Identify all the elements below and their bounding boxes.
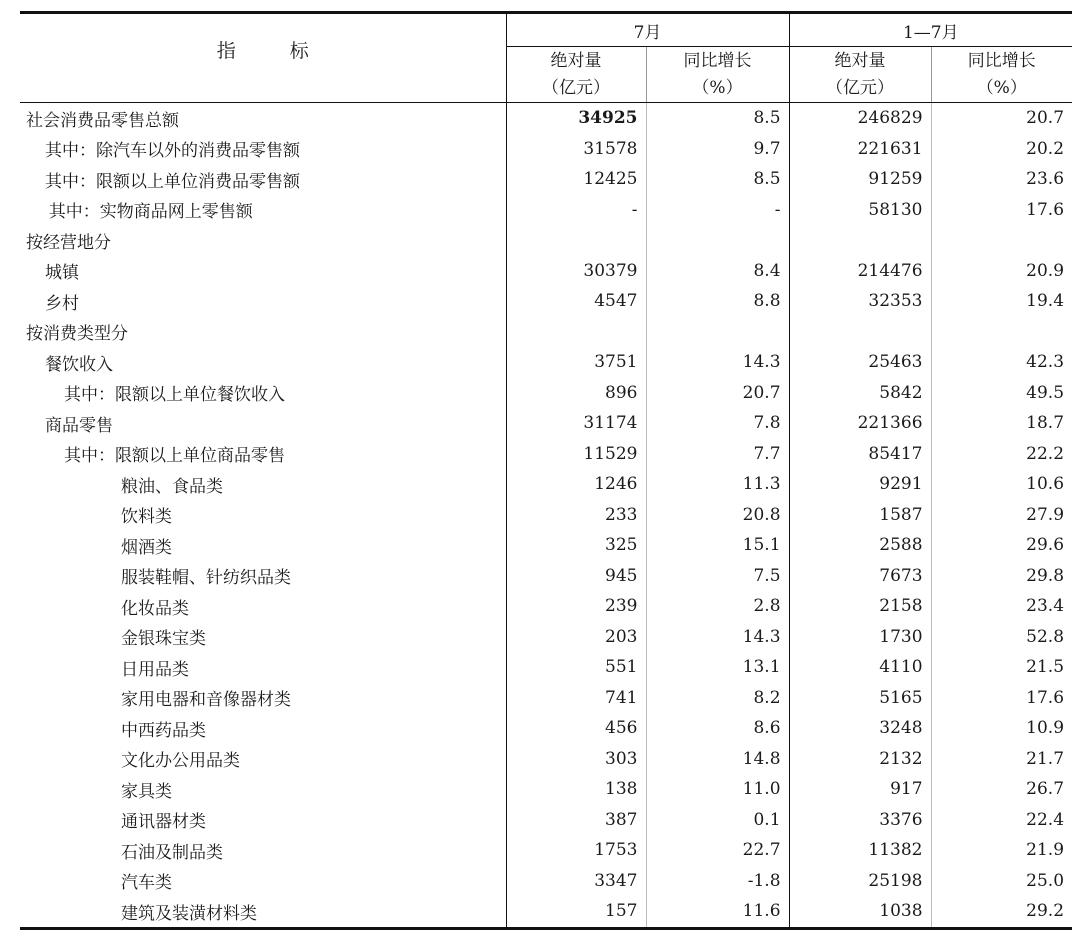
ytd-abs-value <box>789 317 931 348</box>
month-yoy-value: 11.6 <box>646 896 789 928</box>
retail-sales-table <box>20 11 1072 930</box>
month-abs-header: 绝对量 （亿元） <box>506 47 646 103</box>
month-yoy-value: 0.1 <box>646 805 789 836</box>
ytd-abs-value: 5842 <box>789 378 931 409</box>
ytd-yoy-value: 21.7 <box>931 744 1072 775</box>
month-abs-value <box>506 225 646 256</box>
ytd-yoy-value: 19.4 <box>931 286 1072 317</box>
month-yoy-value: 8.8 <box>646 286 789 317</box>
month-abs-value: 233 <box>506 500 646 531</box>
month-abs-value: 325 <box>506 530 646 561</box>
row-label: 其中：限额以上单位商品零售 <box>64 446 285 467</box>
row-label: 粮油、食品类 <box>121 476 223 497</box>
table-row <box>20 347 1072 378</box>
table-row <box>20 561 1072 592</box>
ytd-abs-value: 5165 <box>789 683 931 714</box>
ytd-yoy-value: 29.8 <box>931 561 1072 592</box>
row-label: 其中：限额以上单位餐饮收入 <box>64 385 285 406</box>
ytd-yoy-value: 21.5 <box>931 652 1072 683</box>
month-abs-value: 31174 <box>506 408 646 439</box>
ytd-abs-value: 2588 <box>789 530 931 561</box>
ytd-group-header: 1—7月 <box>789 13 1072 47</box>
ytd-yoy-value: 10.9 <box>931 713 1072 744</box>
month-group-header: 7月 <box>506 13 789 47</box>
row-label: 家用电器和音像器材类 <box>121 690 291 711</box>
table-row <box>20 469 1072 500</box>
ytd-abs-value: 2158 <box>789 591 931 622</box>
ytd-abs-value: 25463 <box>789 347 931 378</box>
table-row <box>20 134 1072 165</box>
table-row <box>20 683 1072 714</box>
table-row <box>20 591 1072 622</box>
ytd-abs-value: 25198 <box>789 866 931 897</box>
table-row <box>20 835 1072 866</box>
month-abs-value: 896 <box>506 378 646 409</box>
month-yoy-value <box>646 317 789 348</box>
table-row <box>20 652 1072 683</box>
ytd-abs-header: 绝对量 （亿元） <box>789 47 931 103</box>
row-label: 烟酒类 <box>121 537 172 558</box>
ytd-abs-value: 917 <box>789 774 931 805</box>
month-yoy-value: 9.7 <box>646 134 789 165</box>
month-abs-value: 30379 <box>506 256 646 287</box>
ytd-abs-value: 58130 <box>789 195 931 226</box>
ytd-abs-value: 1587 <box>789 500 931 531</box>
month-yoy-value: 11.0 <box>646 774 789 805</box>
row-label: 按经营地分 <box>26 232 111 253</box>
month-yoy-header: 同比增长 （%） <box>646 47 789 103</box>
row-label: 城镇 <box>45 263 79 284</box>
ytd-abs-value: 85417 <box>789 439 931 470</box>
row-label: 服装鞋帽、针纺织品类 <box>121 568 291 589</box>
ytd-yoy-value <box>931 225 1072 256</box>
month-yoy-value: 15.1 <box>646 530 789 561</box>
table-row <box>20 408 1072 439</box>
row-label: 乡村 <box>45 293 79 314</box>
ytd-yoy-value: 42.3 <box>931 347 1072 378</box>
ytd-yoy-value: 17.6 <box>931 195 1072 226</box>
ytd-yoy-value: 20.2 <box>931 134 1072 165</box>
row-label: 社会消费品零售总额 <box>26 110 179 131</box>
month-abs-value: 303 <box>506 744 646 775</box>
month-yoy-value: 8.6 <box>646 713 789 744</box>
month-abs-value: 11529 <box>506 439 646 470</box>
ytd-abs-value <box>789 225 931 256</box>
table-row <box>20 744 1072 775</box>
ytd-abs-value: 246829 <box>789 103 931 134</box>
row-label: 餐饮收入 <box>45 354 113 375</box>
ytd-abs-value: 3248 <box>789 713 931 744</box>
month-abs-value: 203 <box>506 622 646 653</box>
ytd-abs-value: 91259 <box>789 164 931 195</box>
table-row <box>20 622 1072 653</box>
ytd-yoy-value: 49.5 <box>931 378 1072 409</box>
month-abs-value <box>506 317 646 348</box>
month-yoy-value: 13.1 <box>646 652 789 683</box>
table-header <box>20 13 1072 103</box>
retail-sales-table-container <box>20 11 1072 930</box>
row-label: 石油及制品类 <box>121 842 223 863</box>
row-label: 其中：限额以上单位消费品零售额 <box>45 171 300 192</box>
ytd-yoy-value: 10.6 <box>931 469 1072 500</box>
ytd-abs-value: 221631 <box>789 134 931 165</box>
table-row <box>20 439 1072 470</box>
month-abs-value: 3347 <box>506 866 646 897</box>
ytd-abs-value: 11382 <box>789 835 931 866</box>
ytd-yoy-value: 26.7 <box>931 774 1072 805</box>
row-label: 化妆品类 <box>121 598 189 619</box>
row-label: 饮料类 <box>121 507 172 528</box>
month-abs-value: 1246 <box>506 469 646 500</box>
month-abs-value: 741 <box>506 683 646 714</box>
month-yoy-value: 8.5 <box>646 164 789 195</box>
ytd-abs-value: 1038 <box>789 896 931 928</box>
month-yoy-value: 20.7 <box>646 378 789 409</box>
month-abs-value: 1753 <box>506 835 646 866</box>
month-abs-value: - <box>506 195 646 226</box>
row-label: 日用品类 <box>121 659 189 680</box>
table-row <box>20 195 1072 226</box>
month-abs-value: 551 <box>506 652 646 683</box>
table-body <box>20 103 1072 929</box>
table-row <box>20 378 1072 409</box>
table-row <box>20 286 1072 317</box>
table-row <box>20 713 1072 744</box>
row-label: 中西药品类 <box>121 720 206 741</box>
month-yoy-value: 7.7 <box>646 439 789 470</box>
table-row <box>20 774 1072 805</box>
row-label: 按消费类型分 <box>26 324 128 345</box>
month-yoy-value: 2.8 <box>646 591 789 622</box>
month-abs-value: 157 <box>506 896 646 928</box>
ytd-yoy-value: 18.7 <box>931 408 1072 439</box>
table-row <box>20 866 1072 897</box>
month-abs-value: 387 <box>506 805 646 836</box>
row-label: 其中：实物商品网上零售额 <box>48 202 253 223</box>
table-row <box>20 530 1072 561</box>
row-label: 建筑及装潢材料类 <box>20 896 506 928</box>
ytd-yoy-value <box>931 317 1072 348</box>
ytd-abs-value: 221366 <box>789 408 931 439</box>
month-yoy-value: 11.3 <box>646 469 789 500</box>
table-row <box>20 896 1072 928</box>
row-label: 金银珠宝类 <box>121 629 206 650</box>
row-label: 汽车类 <box>121 873 172 894</box>
ytd-yoy-value: 25.0 <box>931 866 1072 897</box>
table-row <box>20 164 1072 195</box>
indicator-header: 指 标 <box>20 13 506 103</box>
ytd-yoy-value: 21.9 <box>931 835 1072 866</box>
month-yoy-value: 8.5 <box>646 103 789 134</box>
ytd-yoy-value: 52.8 <box>931 622 1072 653</box>
ytd-abs-value: 9291 <box>789 469 931 500</box>
month-abs-value: 4547 <box>506 286 646 317</box>
month-yoy-value: 14.3 <box>646 347 789 378</box>
month-abs-value: 12425 <box>506 164 646 195</box>
row-label: 商品零售 <box>45 415 113 436</box>
month-yoy-value: 8.4 <box>646 256 789 287</box>
table-row <box>20 103 1072 134</box>
row-label: 家具类 <box>121 781 172 802</box>
month-abs-value: 3751 <box>506 347 646 378</box>
ytd-yoy-value: 27.9 <box>931 500 1072 531</box>
month-abs-value: 31578 <box>506 134 646 165</box>
table-row <box>20 317 1072 348</box>
ytd-yoy-header: 同比增长 （%） <box>931 47 1072 103</box>
month-yoy-value: 7.8 <box>646 408 789 439</box>
month-abs-value: 456 <box>506 713 646 744</box>
month-abs-value: 945 <box>506 561 646 592</box>
month-yoy-value: 14.3 <box>646 622 789 653</box>
ytd-abs-value: 2132 <box>789 744 931 775</box>
month-yoy-value: 20.8 <box>646 500 789 531</box>
ytd-yoy-value: 20.7 <box>931 103 1072 134</box>
ytd-abs-value: 1730 <box>789 622 931 653</box>
ytd-abs-value: 214476 <box>789 256 931 287</box>
table-row <box>20 225 1072 256</box>
row-label: 通讯器材类 <box>121 812 206 833</box>
row-label: 其中：除汽车以外的消费品零售额 <box>45 141 300 162</box>
month-abs-value: 138 <box>506 774 646 805</box>
ytd-abs-value: 3376 <box>789 805 931 836</box>
table-row <box>20 805 1072 836</box>
month-yoy-value: 14.8 <box>646 744 789 775</box>
ytd-yoy-value: 17.6 <box>931 683 1072 714</box>
month-yoy-value <box>646 225 789 256</box>
month-yoy-value: -1.8 <box>646 866 789 897</box>
month-yoy-value: 7.5 <box>646 561 789 592</box>
ytd-yoy-value: 23.4 <box>931 591 1072 622</box>
ytd-yoy-value: 20.9 <box>931 256 1072 287</box>
ytd-yoy-value: 29.6 <box>931 530 1072 561</box>
month-yoy-value: 8.2 <box>646 683 789 714</box>
ytd-yoy-value: 23.6 <box>931 164 1072 195</box>
ytd-abs-value: 32353 <box>789 286 931 317</box>
month-yoy-value: - <box>646 195 789 226</box>
month-abs-value: 34925 <box>506 103 646 134</box>
row-label: 文化办公用品类 <box>121 751 240 772</box>
ytd-abs-value: 4110 <box>789 652 931 683</box>
month-abs-value: 239 <box>506 591 646 622</box>
ytd-yoy-value: 22.4 <box>931 805 1072 836</box>
month-yoy-value: 22.7 <box>646 835 789 866</box>
ytd-yoy-value: 29.2 <box>931 896 1072 928</box>
ytd-yoy-value: 22.2 <box>931 439 1072 470</box>
table-row <box>20 256 1072 287</box>
ytd-abs-value: 7673 <box>789 561 931 592</box>
table-row <box>20 500 1072 531</box>
